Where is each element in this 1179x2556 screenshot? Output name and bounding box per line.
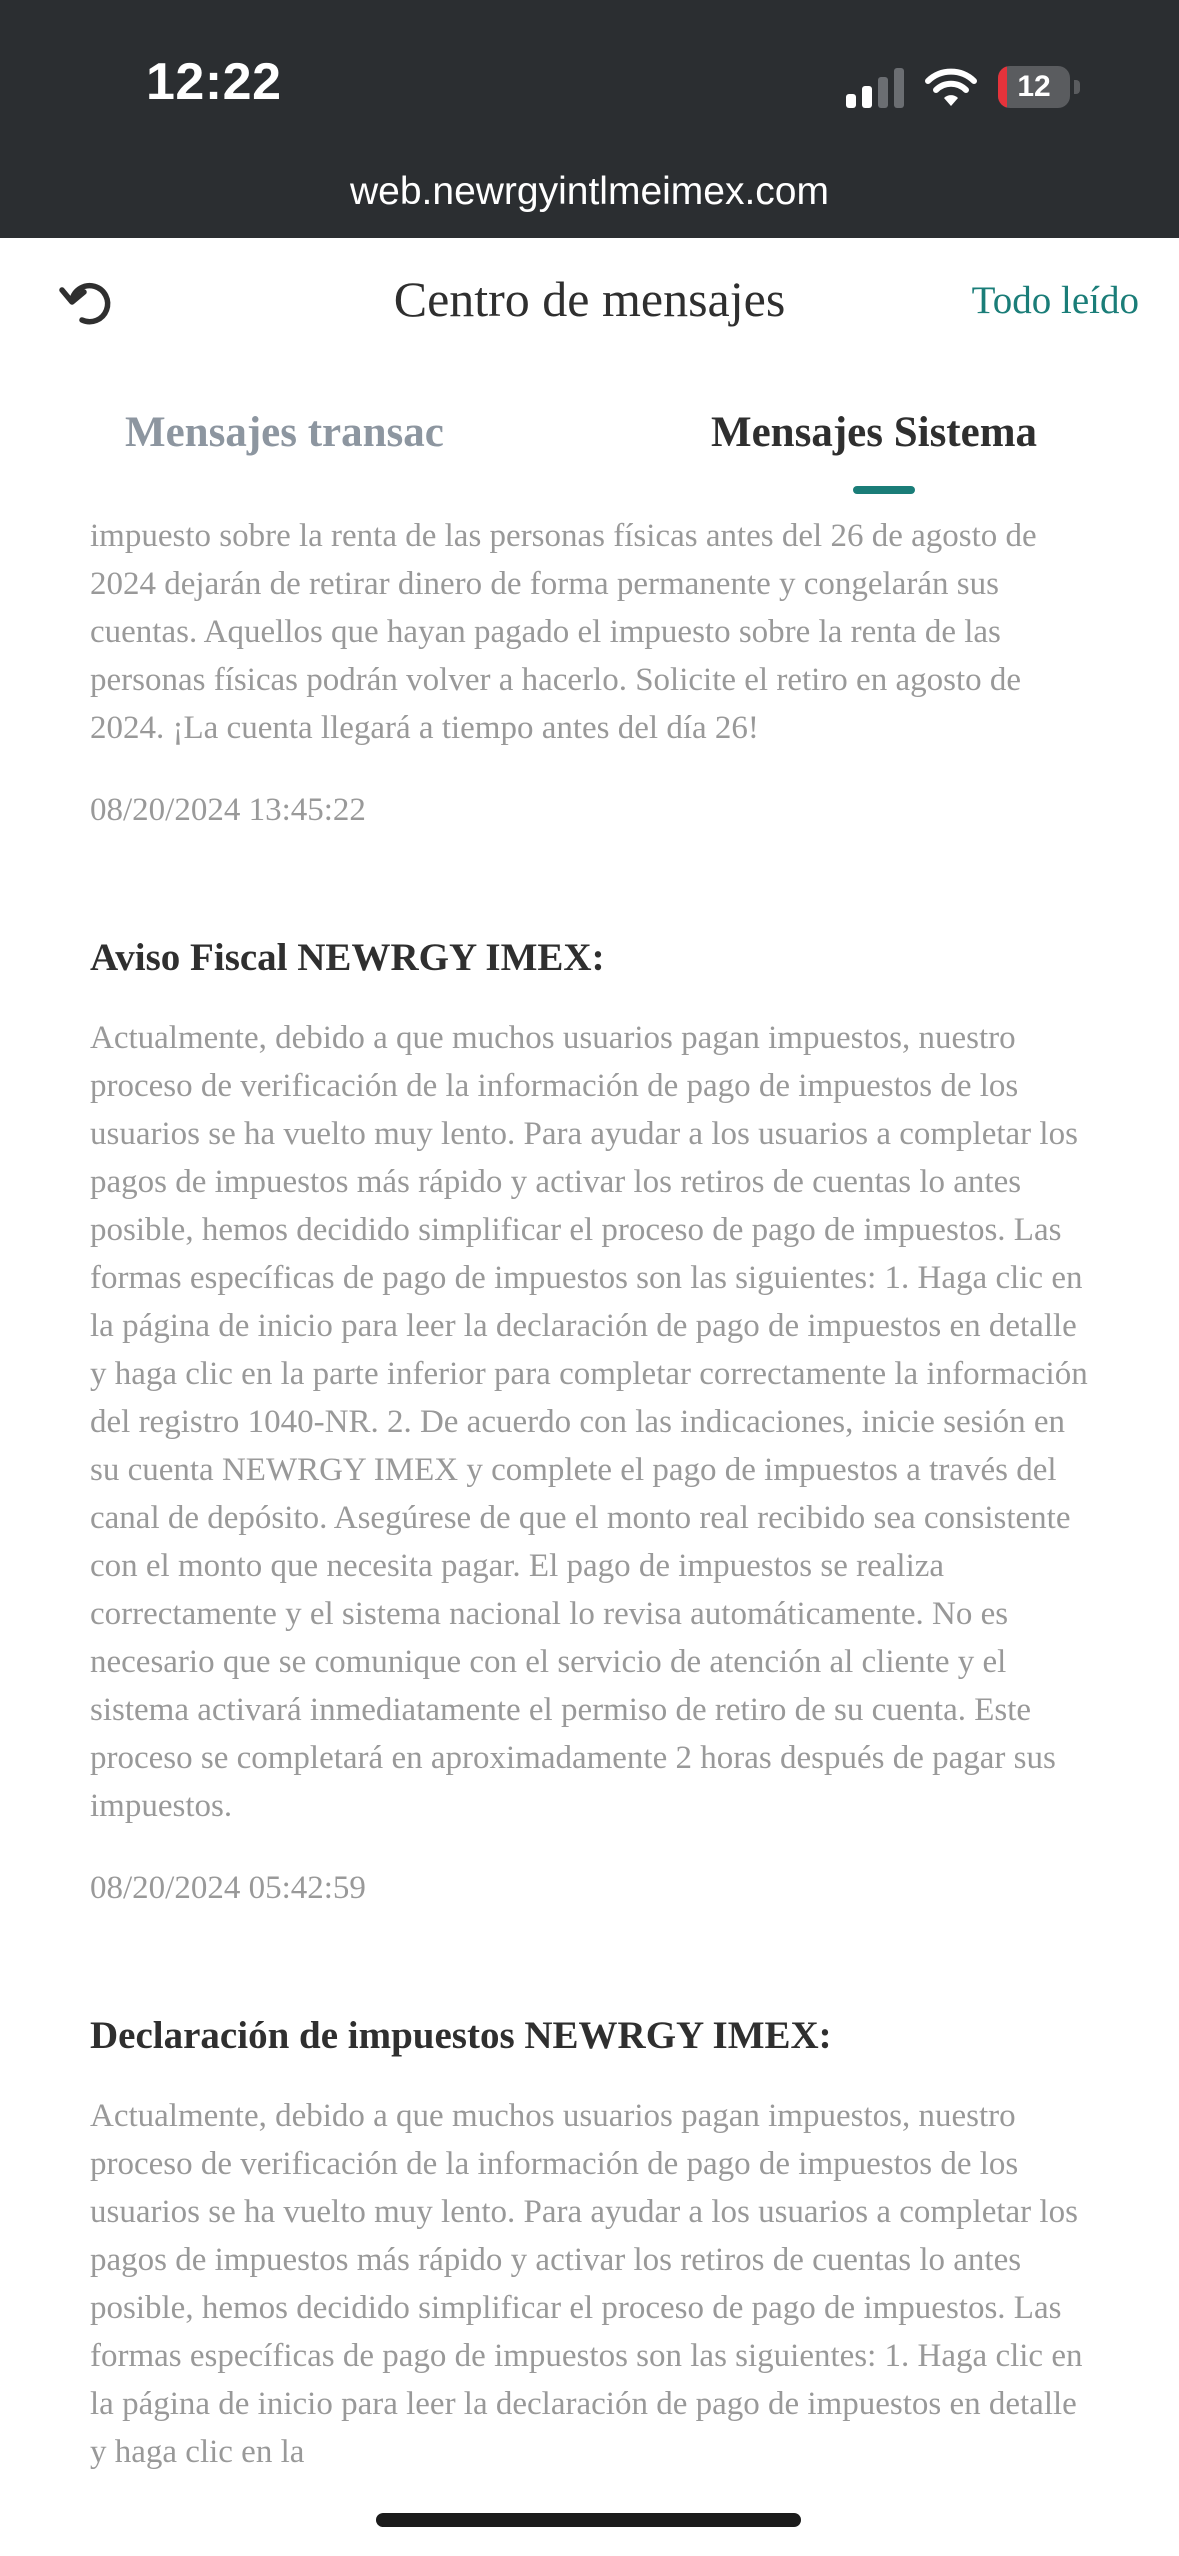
message-body: impuesto sobre la renta de las personas físicas antes del 26 de agosto de 2024 dejarán de retirar dinero de forma permanente y congelarán sus cuentas. Aquellos que hayan pagado el impuesto sobre la renta de las personas físicas podrán volver a hacerlo. Solicite el retiro en agosto de 2024. ¡La cuenta llegará a tiempo antes del día 26! [90,518,1037,746]
message-item[interactable] [90,512,1090,834]
message-title: Declaración de impuestos NEWRGY IMEX: [90,2014,832,2057]
active-tab-indicator [853,486,915,494]
status-time: 12:22 [146,53,282,111]
wifi-icon [924,66,978,108]
tab-system-messages[interactable]: Mensajes Sistema [711,409,1038,456]
message-list [90,512,1090,2476]
battery-icon [998,66,1078,108]
message-date: 08/20/2024 05:42:59 [90,1870,366,1906]
home-indicator[interactable] [376,2513,801,2527]
cellular-signal-icon [846,68,906,108]
browser-top-bar [0,0,1179,238]
address-bar-url[interactable]: web.newrgyintlmeimex.com [350,170,829,213]
tab-transaction-messages[interactable]: Mensajes transac [125,409,444,456]
message-body: Actualmente, debido a que muchos usuarios pagan impuestos, nuestro proceso de verificación de la información de pago de impuestos de los usuarios se ha vuelto muy lento. Para ayudar a los usuarios a completar los pagos de impuestos más rápido y activar los retiros de cuentas lo antes posible, hemos decidido simplificar el proceso de pago de impuestos. Las formas específicas de pago de impuestos son las siguientes: 1. Haga clic en la página de inicio para leer la declaración de pago de impuestos en detalle y haga clic en la [90,2098,1083,2470]
battery-level: 12 [1017,70,1051,103]
page-title: Centro de mensajes [393,271,786,327]
message-date: 08/20/2024 13:45:22 [90,792,366,828]
message-item[interactable] [90,2010,1090,2476]
message-list-viewport[interactable] [0,500,1179,2556]
mark-all-read-button[interactable]: Todo leído [971,279,1139,322]
message-title: Aviso Fiscal NEWRGY IMEX: [90,936,605,979]
message-body: Actualmente, debido a que muchos usuarios pagan impuestos, nuestro proceso de verificación de la información de pago de impuestos de los usuarios se ha vuelto muy lento. Para ayudar a los usuarios a completar los pagos de impuestos más rápido y activar los retiros de cuentas lo antes posible, hemos decidido simplificar el proceso de pago de impuestos. Las formas específicas de pago de impuestos son las siguientes: 1. Haga clic en la página de inicio para leer la declaración de pago de impuestos en detalle y haga clic en la parte inferior para completar correctamente la información del registro 1040-NR. 2. De acuerdo con las indicaciones, inicie sesión en su cuenta NEWRGY IMEX y complete el pago de impuestos a través del canal de depósito. Asegúrese de que el monto real recibido sea consistente con el monto que necesita pagar. El pago de impuestos se realiza correctamente y el sistema nacional lo revisa automáticamente. No es necesario que se comunique con el servicio de atención al cliente y el sistema activará inmediatamente el permiso de retiro de su cuenta. Este proceso se completará en aproximadamente 2 horas después de pagar sus impuestos. [90,1020,1088,1824]
app-header [0,238,1179,368]
message-tabs [0,390,1179,500]
message-item[interactable] [90,932,1090,1912]
